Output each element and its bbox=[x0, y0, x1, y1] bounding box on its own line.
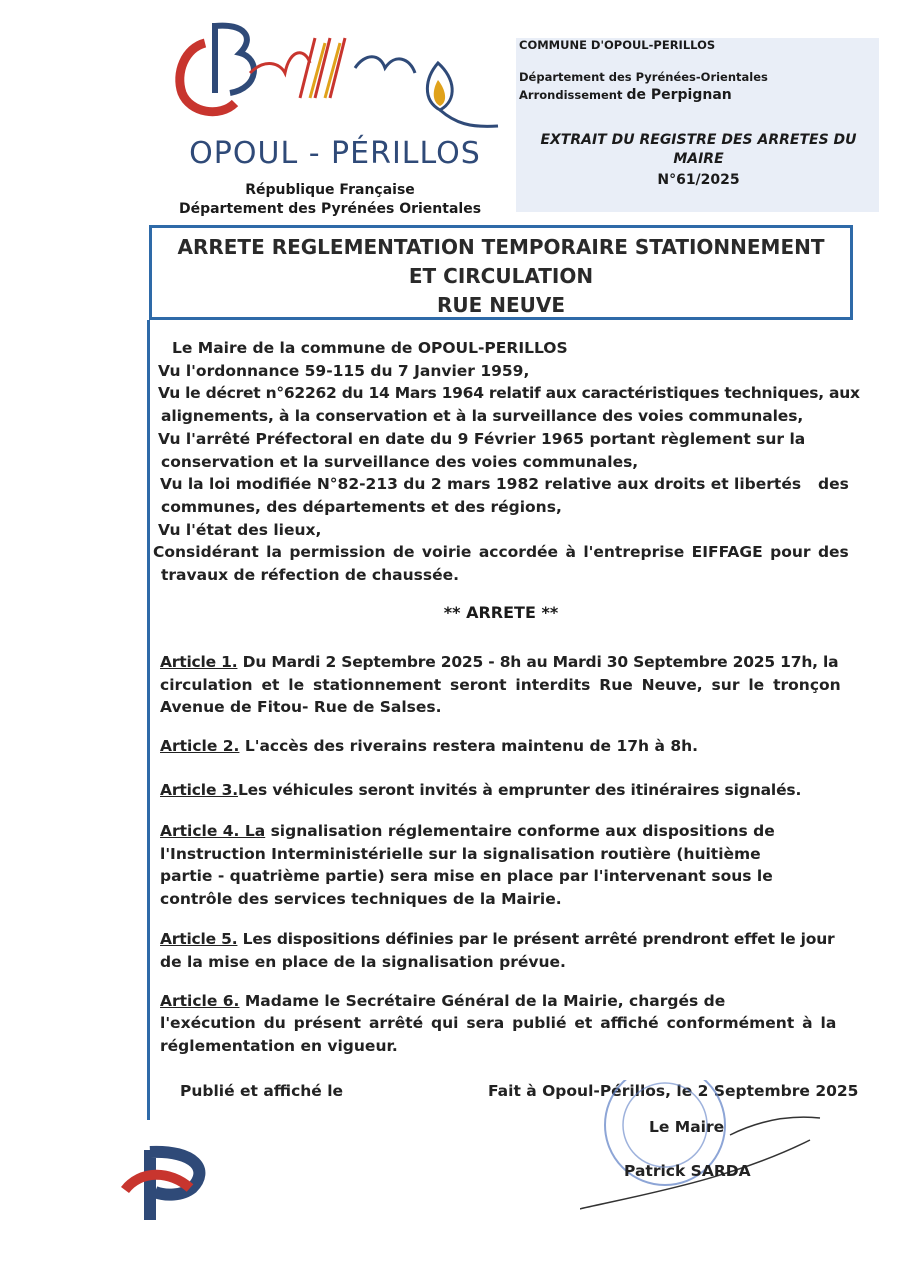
article-text: L'accès des riverains restera maintenu de 17h à 8h. bbox=[239, 737, 699, 755]
article-5-first-line bbox=[160, 930, 834, 948]
article-4-first-line bbox=[160, 822, 775, 840]
preamble-line: conservation et la surveillance des voies communales, bbox=[161, 453, 639, 471]
departement-label: Département des Pyrénées-Orientales bbox=[519, 70, 768, 84]
bottom-logo bbox=[120, 1140, 220, 1230]
article-6-first-line bbox=[160, 992, 725, 1010]
article-text: de la mise en place de la signalisation prévue. bbox=[160, 953, 566, 971]
article-text: partie - quatrième partie) sera mise en place par l'intervenant sous le bbox=[160, 867, 773, 885]
arrondissement-value: de Perpignan bbox=[626, 87, 732, 103]
article-text: Avenue de Fitou- Rue de Salses. bbox=[160, 698, 442, 716]
article-label: Article 3. bbox=[160, 781, 238, 799]
article-text: Les dispositions définies par le présent arrêté prendront effet le jour bbox=[237, 930, 835, 948]
republique-block bbox=[170, 181, 490, 219]
article-label: Article 2. bbox=[160, 737, 240, 755]
preamble-line: Considérant la permission de voirie accordée à l'entreprise EIFFAGE pour des bbox=[153, 543, 849, 561]
article-text: l'Instruction Interministérielle sur la signalisation routière (huitième bbox=[160, 845, 761, 863]
article-3-line bbox=[160, 781, 801, 799]
maire-name: Patrick SARDA bbox=[624, 1162, 751, 1180]
arrete-title-box bbox=[149, 225, 853, 320]
article-text: Les véhicules seront invités à emprunter des itinéraires signalés. bbox=[237, 781, 802, 799]
title-line2: ET CIRCULATION bbox=[408, 264, 594, 288]
fait-a: Fait à Opoul-Périllos, le 2 Septembre 2025 bbox=[488, 1082, 859, 1100]
registry-info-box bbox=[516, 38, 879, 212]
town-name: OPOUL - PÉRILLOS bbox=[189, 136, 481, 171]
publie-affiche: Publié et affiché le bbox=[180, 1082, 344, 1100]
article-text: Du Mardi 2 Septembre 2025 - 8h au Mardi 30 Septembre 2025 17h, la bbox=[237, 653, 839, 671]
preamble-line: alignements, à la conservation et à la surveillance des voies communales, bbox=[161, 407, 804, 425]
article-1-first-line bbox=[160, 653, 838, 671]
extrait-line1: EXTRAIT DU REGISTRE DES ARRETES DU bbox=[540, 132, 857, 148]
commune-label: COMMUNE D'OPOUL-PERILLOS bbox=[519, 38, 716, 52]
article-text: signalisation réglementaire conforme aux dispositions de bbox=[265, 822, 775, 840]
article-text: Madame le Secrétaire Général de la Mairie, chargés de bbox=[239, 992, 726, 1010]
preamble-line: communes, des départements et des régions, bbox=[161, 498, 562, 516]
departement-text: Département des Pyrénées Orientales bbox=[178, 201, 482, 217]
preamble-line: Vu l'arrêté Préfectoral en date du 9 Février 1965 portant règlement sur la bbox=[158, 430, 806, 448]
arrondissement-prefix: Arrondissement bbox=[519, 88, 623, 102]
title-line1: ARRETE REGLEMENTATION TEMPORAIRE STATIONNEMENT bbox=[177, 235, 825, 259]
republique-text: République Française bbox=[245, 182, 415, 198]
article-text: l'exécution du présent arrêté qui sera publié et affiché conformément à la bbox=[160, 1014, 837, 1032]
preamble-line: Vu la loi modifiée N°82-213 du 2 mars 1982 relative aux droits et libertés bbox=[160, 475, 802, 493]
article-label: Article 6. bbox=[160, 992, 240, 1010]
left-margin-rule bbox=[147, 320, 150, 1120]
preamble-line: Vu le décret n°62262 du 14 Mars 1964 relatif aux caractéristiques techniques, aux bbox=[158, 384, 860, 402]
article-label: Article 5. bbox=[160, 930, 238, 948]
preamble-line: Le Maire de la commune de OPOUL-PERILLOS bbox=[172, 339, 568, 357]
preamble-line: des bbox=[818, 475, 849, 493]
extrait-title bbox=[526, 131, 871, 169]
arrete-number: N°61/2025 bbox=[657, 172, 740, 188]
extrait-line2: MAIRE bbox=[673, 151, 724, 167]
article-2-line bbox=[160, 737, 698, 755]
article-text: circulation et le stationnement seront interdits Rue Neuve, sur le tronçon bbox=[160, 676, 841, 694]
article-text: réglementation en vigueur. bbox=[160, 1037, 398, 1055]
signature-area bbox=[580, 1080, 880, 1230]
arrondissement-label bbox=[519, 87, 732, 103]
article-text: contrôle des services techniques de la Mairie. bbox=[160, 890, 562, 908]
preamble-line: travaux de réfection de chaussée. bbox=[161, 566, 459, 584]
le-maire: Le Maire bbox=[649, 1118, 725, 1136]
preamble-line: Vu l'état des lieux, bbox=[158, 521, 322, 539]
town-logo bbox=[170, 18, 500, 146]
title-line3: RUE NEUVE bbox=[436, 293, 566, 317]
article-label: Article 1. bbox=[160, 653, 238, 671]
mairie-stamp-icon bbox=[580, 1080, 880, 1230]
preamble-line: Vu l'ordonnance 59-115 du 7 Janvier 1959, bbox=[158, 362, 530, 380]
article-label: Article 4. La bbox=[160, 822, 266, 840]
arrete-heading: ** ARRETE ** bbox=[443, 603, 559, 622]
